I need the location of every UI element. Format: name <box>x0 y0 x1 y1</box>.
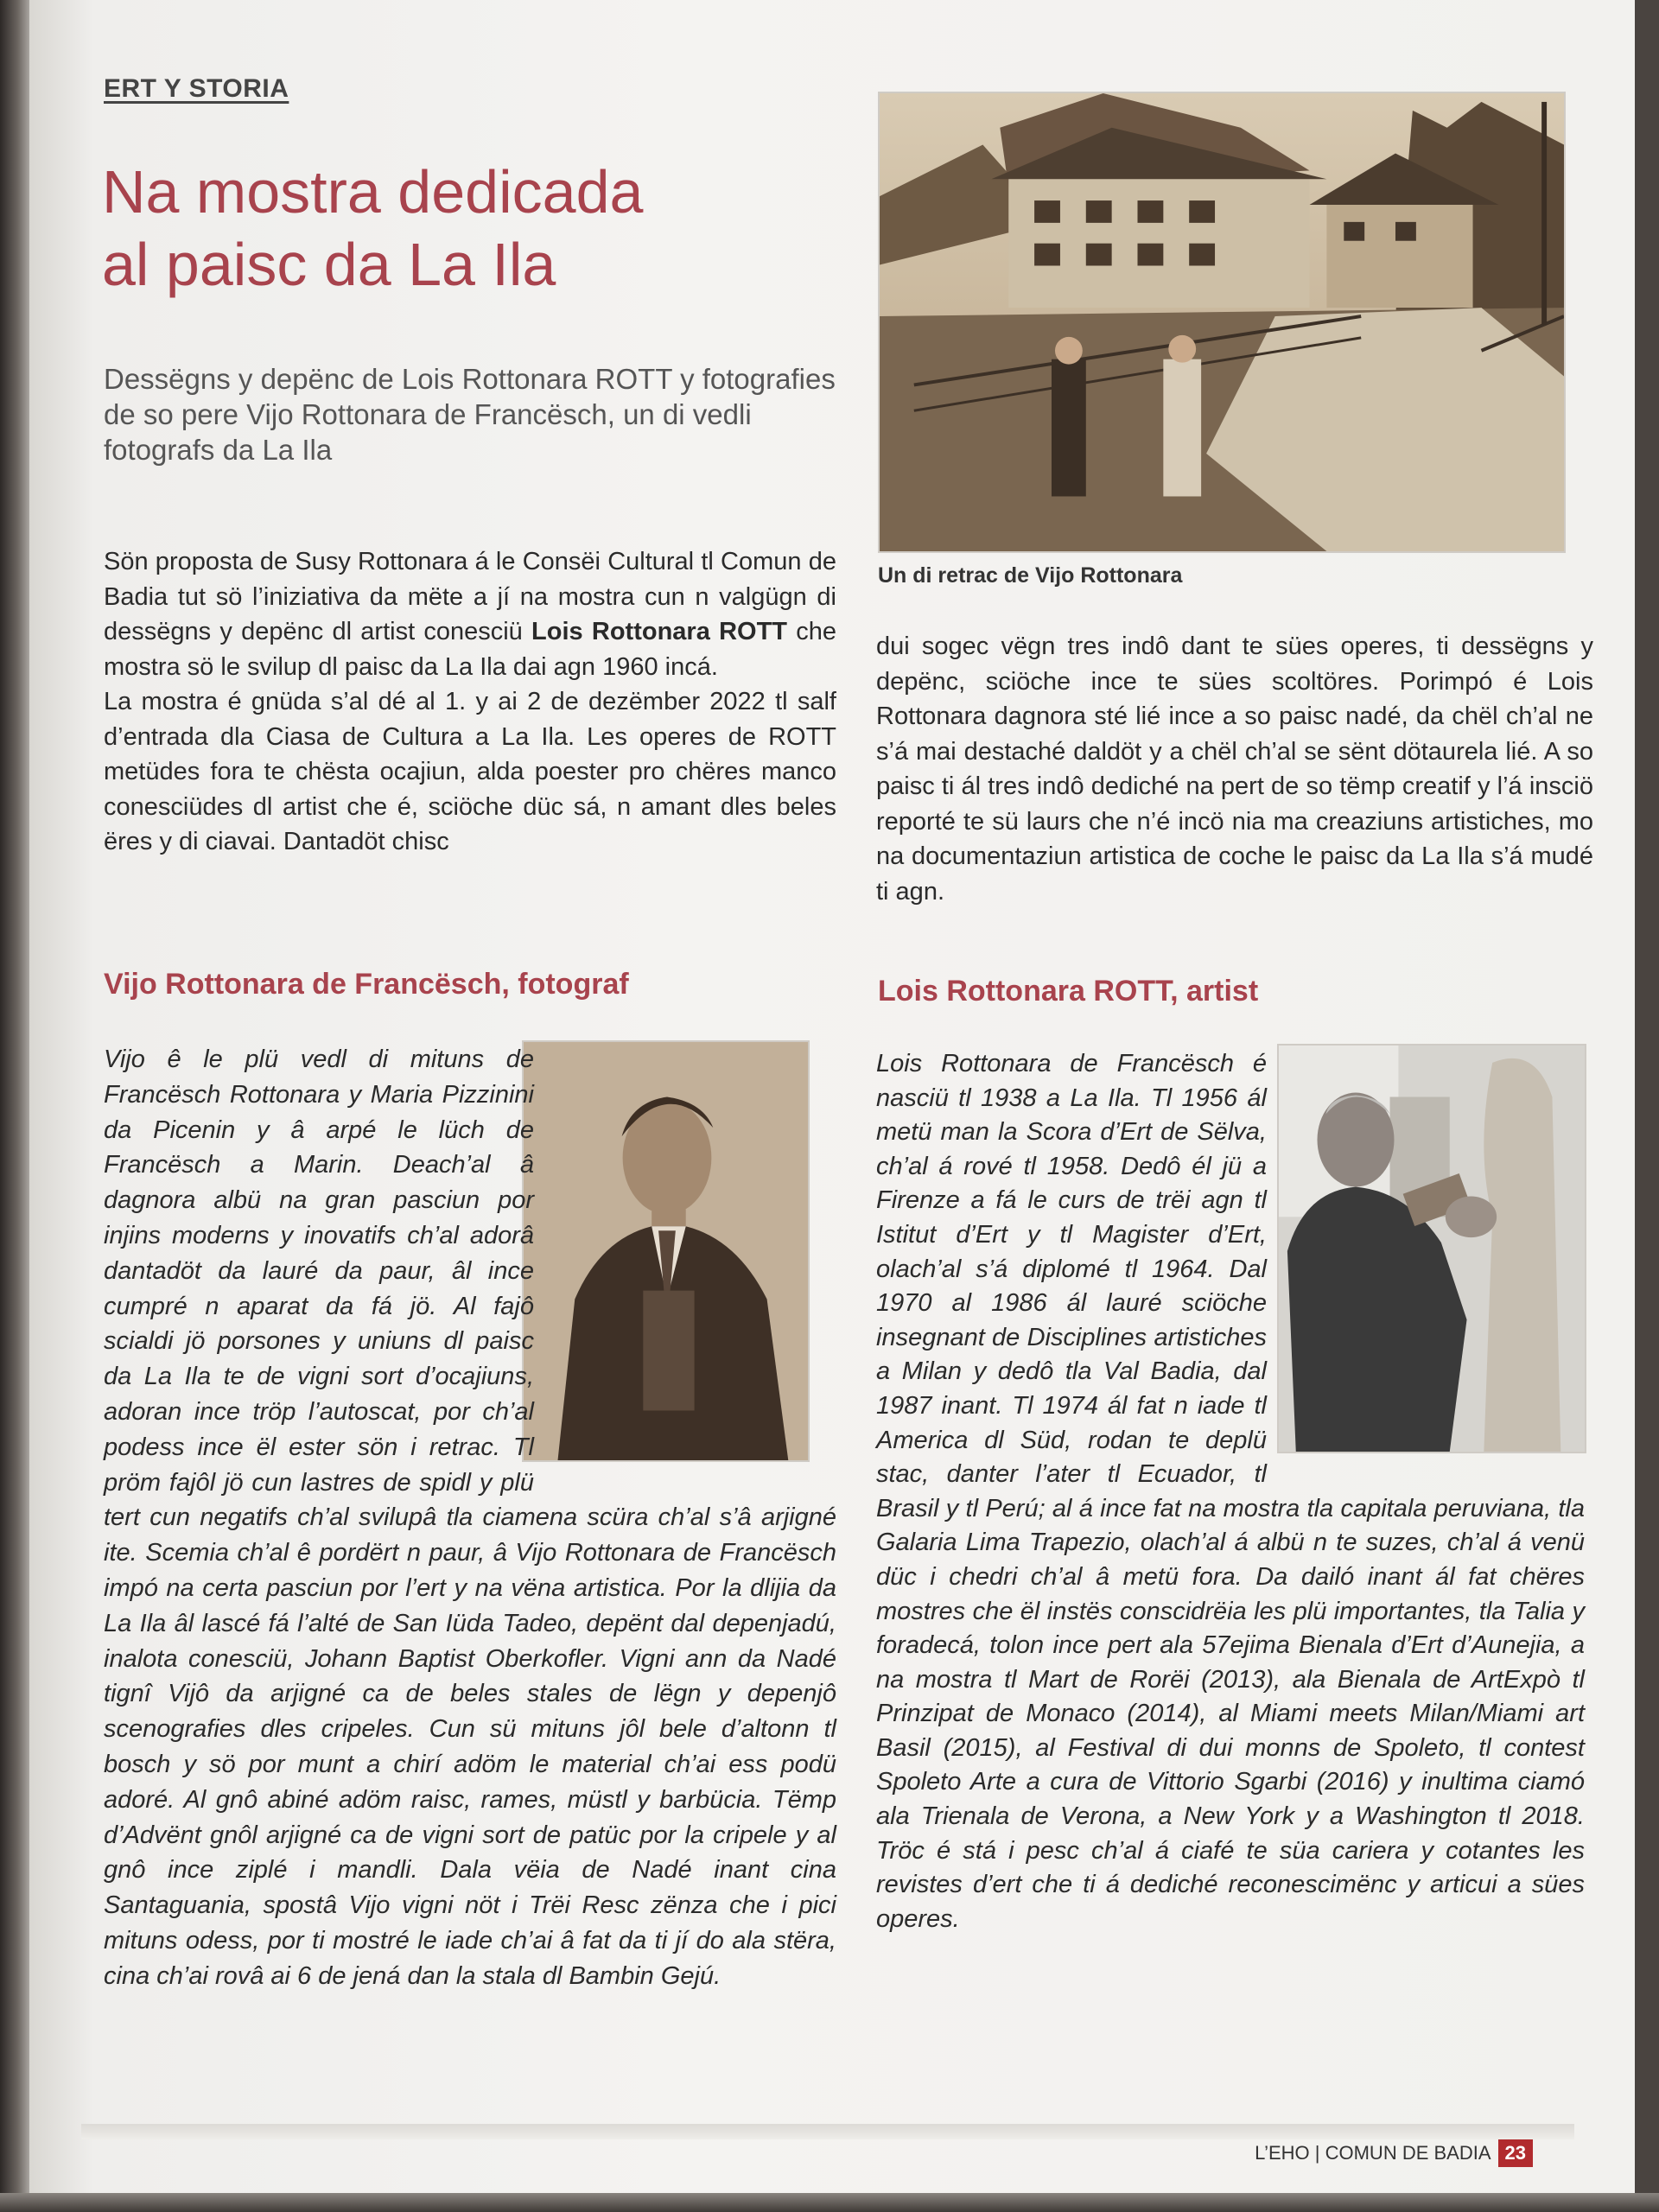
village-photo <box>878 92 1566 553</box>
lois-heading: Lois Rottonara ROTT, artist <box>878 975 1259 1007</box>
vijo-body-text <box>104 1042 836 1994</box>
title-line-1: Na mostra dedicada <box>102 158 644 226</box>
lois-photo-spacer <box>1267 1047 1585 1467</box>
lois-paragraph: Lois Rottonara de Francësch é nasciü tl 1938 a La Ila. Tl 1956 ál metü man la Scora d’Ert de Sëlva, ch’al á rové tl 1958. Dedô él jü a Firenze a fá le curs de trëi agn tl Istitut d’Ert y tl Magister d’Ert, olach’al s’á diplomé tl 1964. Dal 1970 al 1986 ál lauré sciöche insegnant de Disciplines artistiches a Milan y dedô tla Val Badia, dal 1987 inant. Tl 1974 ál fat n iade tl America dl Süd, rodan te deplü stac, danter l’ater tl Ecuador, tl Brasil y tl Perú; al á ince fat na mostra tla capitala peruviana, tla Galaria Lima Trapezio, olach’al á albü n te suzes, ch’al á venü düc i chedri ch’al â metü fora. Da dailó inant ál fat chëres mostres che ël instës conscidrëia les plü importantes, tla Talia y foradecá, tolon ince pert ala 57ejima Bienala d’Ert d’Aunejia, a na mostra tl Mart de Rorëi (2013), ala Bienala de ArtExpò tl Prinzipat de Monaco (2014), al Miami meets Milan/Miami art Basil (2015), al Festival di dui monns de Spoleto, tl contest Spoleto Arte a cura de Vittorio Sgarbi (2016) y inultima ciamó ala Trienala de Verona, a New York y a Washington tl 2018. Tröc é stá i pesc ch’al á ciafé te süa cariera y cotantes les revistes d’ert che ti á dediché reconescimënc y articui a sües operes. <box>876 1050 1585 1933</box>
page-number: 23 <box>1498 2139 1533 2167</box>
intro-paragraph-1 <box>104 544 836 684</box>
village-photo-image <box>880 93 1564 551</box>
vijo-photo-spacer <box>534 1042 836 1472</box>
artist-name-bold: Lois Rottonara ROTT <box>531 618 787 645</box>
photo-caption: Un di retrac de Vijo Rottonara <box>878 563 1183 588</box>
title-line-2: al paisc da La Ila <box>102 231 556 298</box>
vijo-paragraph: Vijo ê le plü vedl di mituns de Francësch Rottonara y Maria Pizzinini da Picenin y â arpé le lüch de Francësch a Marin. Deach’al â dagnora albü na gran pasciun por injins moderns y inovatifs ch’al adorâ dantadöt da lauré da paur, âl ince cumpré n aparat da fá jö. Al fajô scialdi jö porsones y uniuns dl paisc da La Ila te de vigni sort d’ocajiuns, adoran ince tröp l’autoscat, por ch’al podess ince ël ester sön i retrac. Tl pröm fajôl jö cun lastres de spidl y plü tert cun negatifs ch’al svilupâ tla ciamena scüra ch’al s’â arjigné ite. Scemia ch’al ê pordërt n paur, â Vijo Rottonara de Francësch impó na certa pasciun por l’ert y na vëna artistica. Por la dlijia da La Ila âl lascé fá l’alté de San Iüda Tadeo, depënt dal depenjadú, inalota conesciü, Johann Baptist Oberkofler. Vigni ann da Nadé tignî Vijô da arjigné ca de beles stales de lëgn y depenjô scenografies dles cripeles. Cun sü mituns jôl bele d’altonn tl bosch y sö por munt a chirí adöm le material ch’ai ess podü adoré. Al gnô abiné adöm raisc, rames, müstl y barbücia. Tëmp d’Advënt gnôl arjigné ca de vigni sort de patüc por la cripele y al gnô ince ziplé i mandli. Dala vëia de Nadé inant cina Santaguania, spostâ Vijo vigni nöt i Trëi Resc zënza che i pici mituns odess, por ti mostré le iade ch’ai â fat da ti jí do ala stëra, cina ch’ai rovâ ai 6 de jená dan la stala dl Bambin Gejú. <box>104 1046 836 1990</box>
article-title <box>102 156 810 301</box>
article-subtitle: Dessëgns y depënc de Lois Rottonara ROTT y fotografies de so pere Vijo Rottonara de Francësch, un di vedli fotografs da La Ila <box>104 363 836 466</box>
footer-label: L’EHO | COMUN DE BADIA <box>1255 2142 1491 2164</box>
intro-right-column <box>876 629 1593 909</box>
vijo-heading: Vijo Rottonara de Francësch, fotograf <box>104 968 629 1001</box>
lois-body-text <box>876 1047 1585 1936</box>
footer-bar <box>81 2124 1574 2139</box>
intro-paragraph-2: La mostra é gnüda s’al dé al 1. y ai 2 de dezëmber 2022 tl salf d’entrada dla Ciasa de Cultura a La Ila. Les operes de ROTT metüdes fora te chësta ocajiun, alda poester pro chëres manco conesciüdes dl artist che é, sciöche düc sá, n amant dles beles ëres y di ciavai. Dantadöt chisc <box>104 688 836 855</box>
intro-paragraph-3: dui sogec vëgn tres indô dant te sües operes, ti dessëgns y depënc, sciöche ince te sües scoltöres. Porimpó é Lois Rottonara dagnora sté lié ince a so paisc nadé, da chël ch’al ne s’á mai destaché daldöt y a chël ch’al se sënt dötaurela lié. A so paisc ti ál tres indô dediché na pert de so tëmp creatif y l’á insciö reporté te sü laurs che n’é incö nia ma creaziuns artistiches, mo na documentaziun artistica de coche le paisc da La Ila s’á mudé ti agn. <box>876 632 1593 906</box>
intro-p1-text-a: Sön proposta de Susy Rottonara á le Consëi Cultural tl Comun de Badia tut sö l’iniziativa da mëte a jí na mostra cun n valgügn di dessëgns y depënc dl artist conesciü <box>104 548 836 645</box>
page-bottom-edge <box>0 2193 1659 2212</box>
intro-left-column <box>104 544 836 860</box>
page-footer <box>1255 2139 1533 2167</box>
magazine-spine <box>0 0 29 2212</box>
magazine-page <box>29 0 1635 2195</box>
intro-p1-text-b: che mostra sö le svilup dl paisc da La Ila dai agn 1960 incá. <box>104 618 836 681</box>
section-label: ERT Y STORIA <box>104 74 289 103</box>
